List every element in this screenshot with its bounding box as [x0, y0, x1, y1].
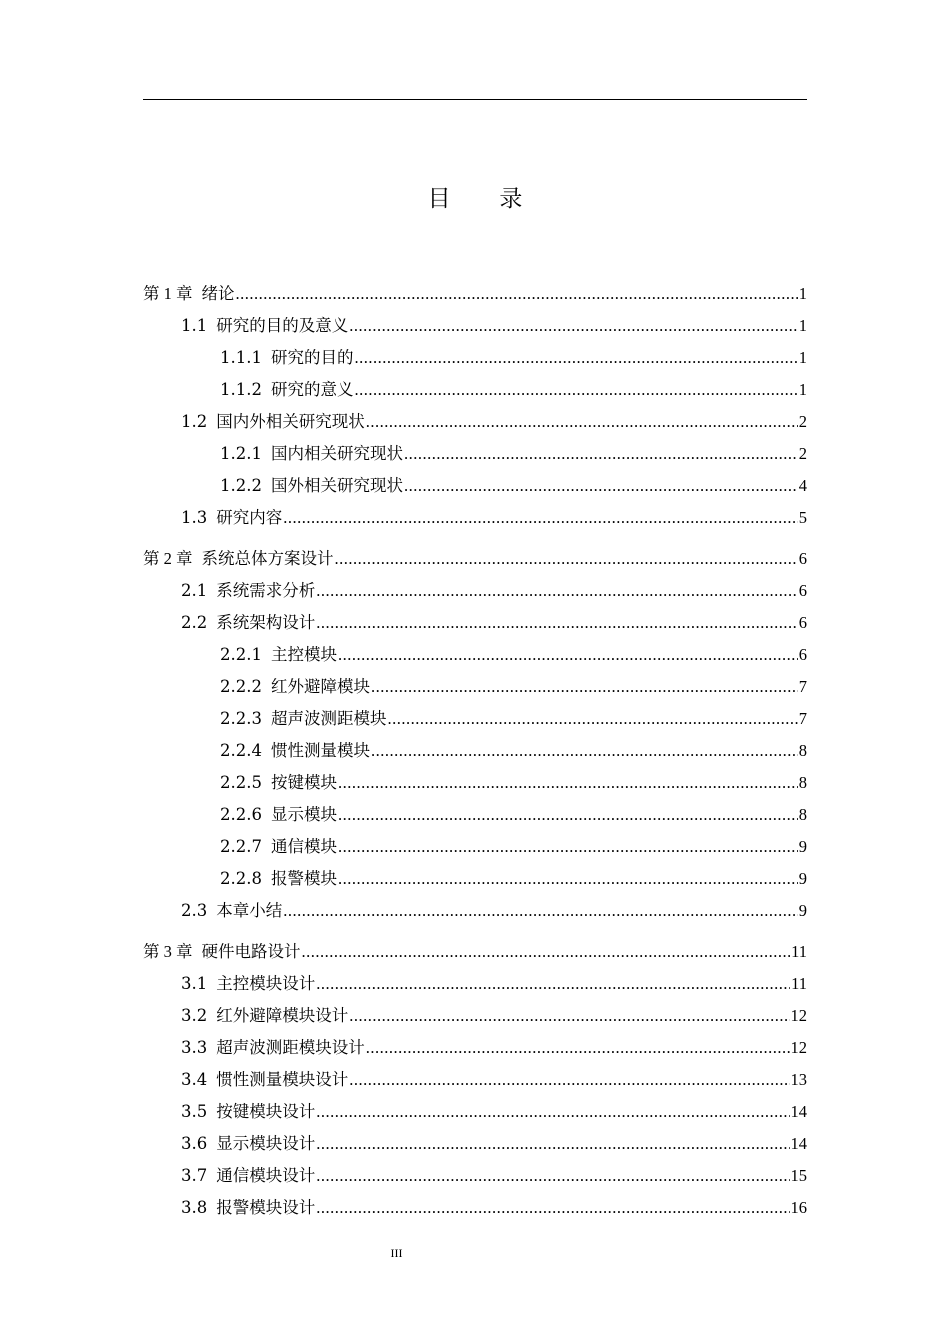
- toc-entry[interactable]: [143, 833, 807, 865]
- toc-entry[interactable]: [143, 1002, 807, 1034]
- toc-entry[interactable]: [143, 897, 807, 929]
- header-rule: [143, 99, 807, 100]
- toc-entry[interactable]: [143, 641, 807, 673]
- toc-entry[interactable]: [143, 376, 807, 408]
- toc-entry[interactable]: [143, 408, 807, 440]
- toc-entry[interactable]: [143, 970, 807, 1002]
- toc-entry-title: 研究的意义: [270, 380, 354, 399]
- toc-entry-number: 3.4: [181, 1070, 208, 1089]
- dot-leader: [338, 769, 798, 797]
- toc-entry-title: 红外避障模块: [270, 677, 370, 696]
- toc-entry-page: 11: [791, 942, 807, 961]
- toc-entry-number: 1.1.1: [220, 348, 262, 367]
- toc-entry-title: 报警模块: [270, 869, 337, 888]
- toc-entry-title: 系统架构设计: [216, 613, 316, 632]
- toc-entry-page: 16: [790, 1198, 807, 1217]
- toc-entry-page: 9: [798, 901, 807, 920]
- toc-entry-number: 2.3: [181, 901, 208, 920]
- toc-entry-number: 1.1: [181, 316, 208, 335]
- toc-entry-page: 11: [791, 974, 807, 993]
- toc-entry-number: 1.2: [181, 412, 208, 431]
- toc-entry-title: 通信模块设计: [216, 1166, 316, 1185]
- toc-entry[interactable]: [143, 938, 807, 970]
- toc-entry-number: 2.2.6: [220, 805, 262, 824]
- dot-leader: [338, 865, 798, 893]
- toc-entry[interactable]: [143, 769, 807, 801]
- toc-entry-title: 国内外相关研究现状: [216, 412, 365, 431]
- dot-leader: [349, 1066, 789, 1094]
- toc-entry[interactable]: [143, 865, 807, 897]
- dot-leader: [354, 376, 797, 404]
- toc-entry[interactable]: [143, 545, 807, 577]
- toc-entry-page: 6: [798, 645, 807, 664]
- toc-entry-title: 硬件电路设计: [201, 942, 301, 961]
- toc-entry-page: 1: [798, 316, 807, 335]
- dot-leader: [316, 970, 790, 998]
- page-number: III: [390, 1246, 403, 1260]
- toc-entry-number: 1.3: [181, 508, 208, 527]
- dot-leader: [283, 897, 798, 925]
- toc-entry-number: 2.2.4: [220, 741, 262, 760]
- toc-entry-page: 8: [798, 805, 807, 824]
- toc-entry[interactable]: [143, 280, 807, 312]
- toc-entry-number: 2.2.5: [220, 773, 262, 792]
- toc-entry-number: 3.7: [181, 1166, 208, 1185]
- toc-entry-page: 1: [798, 284, 807, 303]
- toc-entry-number: 1.2.2: [220, 476, 262, 495]
- toc-entry-page: 12: [790, 1038, 807, 1057]
- dot-leader: [338, 833, 798, 861]
- dot-leader: [316, 1162, 789, 1190]
- dot-leader: [236, 280, 798, 308]
- toc-entry-title: 系统需求分析: [216, 581, 316, 600]
- toc-entry-page: 7: [798, 677, 807, 696]
- toc-entry-title: 报警模块设计: [216, 1198, 316, 1217]
- toc-entry-title: 显示模块设计: [216, 1134, 316, 1153]
- toc-entry[interactable]: [143, 440, 807, 472]
- toc-entry-number: 3.1: [181, 974, 208, 993]
- toc-entry-title: 显示模块: [270, 805, 337, 824]
- toc-entry-title: 按键模块设计: [216, 1102, 316, 1121]
- toc-entry[interactable]: [143, 312, 807, 344]
- toc-entry-number: 2.2.1: [220, 645, 262, 664]
- dot-leader: [404, 440, 798, 468]
- toc-entry-title: 系统总体方案设计: [201, 549, 334, 568]
- toc-entry-title: 超声波测距模块: [270, 709, 387, 728]
- toc-entry-number: 2.2.3: [220, 709, 262, 728]
- toc-entry[interactable]: [143, 609, 807, 641]
- toc-entry-page: 8: [798, 773, 807, 792]
- toc-entry-title: 通信模块: [270, 837, 337, 856]
- dot-leader: [338, 801, 798, 829]
- toc-entry[interactable]: [143, 344, 807, 376]
- toc-entry-title: 本章小结: [216, 901, 283, 920]
- dot-leader: [283, 504, 798, 532]
- toc-entry[interactable]: [143, 1098, 807, 1130]
- dot-leader: [371, 737, 798, 765]
- toc-entry-page: 2: [798, 444, 807, 463]
- dot-leader: [387, 705, 797, 733]
- toc-entry-number: 3.8: [181, 1198, 208, 1217]
- dot-leader: [404, 472, 798, 500]
- toc-entry-number: 3.2: [181, 1006, 208, 1025]
- toc-entry-title: 国内相关研究现状: [270, 444, 403, 463]
- toc-entry[interactable]: [143, 577, 807, 609]
- dot-leader: [366, 408, 798, 436]
- toc-entry-title: 主控模块: [270, 645, 337, 664]
- toc-entry-number: 1.2.1: [220, 444, 262, 463]
- toc-entry-page: 14: [790, 1102, 807, 1121]
- toc-entry-title: 主控模块设计: [216, 974, 316, 993]
- toc-entry-number: 2.2.8: [220, 869, 262, 888]
- toc-entry-page: 13: [790, 1070, 807, 1089]
- table-of-contents: [143, 280, 807, 1226]
- toc-entry[interactable]: [143, 1066, 807, 1098]
- toc-entry-number: 第 1 章: [143, 284, 193, 303]
- dot-leader: [366, 1034, 790, 1062]
- toc-entry-title: 国外相关研究现状: [270, 476, 403, 495]
- toc-entry-number: 3.5: [181, 1102, 208, 1121]
- toc-entry-title: 按键模块: [270, 773, 337, 792]
- toc-entry[interactable]: [143, 737, 807, 769]
- toc-entry-title: 超声波测距模块设计: [216, 1038, 365, 1057]
- dot-leader: [371, 673, 798, 701]
- toc-entry-page: 8: [798, 741, 807, 760]
- toc-entry-page: 9: [798, 837, 807, 856]
- toc-entry-title: 研究内容: [216, 508, 283, 527]
- toc-entry[interactable]: [143, 673, 807, 705]
- dot-leader: [316, 1098, 789, 1126]
- toc-entry-number: 3.6: [181, 1134, 208, 1153]
- toc-entry-number: 2.2.2: [220, 677, 262, 696]
- toc-entry-page: 15: [790, 1166, 807, 1185]
- page-title: 目 录: [427, 186, 544, 212]
- toc-entry-page: 6: [798, 613, 807, 632]
- dot-leader: [316, 1130, 789, 1158]
- toc-entry-number: 1.1.2: [220, 380, 262, 399]
- toc-entry[interactable]: [143, 472, 807, 504]
- toc-entry-title: 惯性测量模块: [270, 741, 370, 760]
- dot-leader: [316, 1194, 789, 1222]
- toc-entry-number: 第 2 章: [143, 549, 193, 568]
- dot-leader: [349, 1002, 789, 1030]
- toc-entry[interactable]: [143, 504, 807, 536]
- dot-leader: [316, 577, 798, 605]
- toc-entry[interactable]: [143, 801, 807, 833]
- toc-entry-title: 惯性测量模块设计: [216, 1070, 349, 1089]
- toc-entry-number: 2.2: [181, 613, 208, 632]
- dot-leader: [338, 641, 798, 669]
- toc-entry-page: 5: [798, 508, 807, 527]
- toc-entry-number: 第 3 章: [143, 942, 193, 961]
- toc-entry-page: 12: [790, 1006, 807, 1025]
- toc-entry[interactable]: [143, 1194, 807, 1226]
- toc-entry-page: 6: [798, 549, 807, 568]
- toc-entry-page: 6: [798, 581, 807, 600]
- toc-entry-number: 3.3: [181, 1038, 208, 1057]
- toc-entry-page: 7: [798, 709, 807, 728]
- toc-entry[interactable]: [143, 1130, 807, 1162]
- toc-entry[interactable]: [143, 1162, 807, 1194]
- toc-entry-number: 2.2.7: [220, 837, 262, 856]
- dot-leader: [302, 938, 791, 966]
- toc-entry-page: 9: [798, 869, 807, 888]
- toc-entry-page: 14: [790, 1134, 807, 1153]
- dot-leader: [335, 545, 798, 573]
- toc-entry-page: 1: [798, 348, 807, 367]
- dot-leader: [316, 609, 798, 637]
- dot-leader: [354, 344, 797, 372]
- toc-entry[interactable]: [143, 705, 807, 737]
- toc-entry-title: 绪论: [201, 284, 235, 303]
- dot-leader: [349, 312, 798, 340]
- toc-entry-page: 2: [798, 412, 807, 431]
- toc-entry-title: 研究的目的及意义: [216, 316, 349, 335]
- toc-entry-number: 2.1: [181, 581, 208, 600]
- toc-entry-page: 4: [798, 476, 807, 495]
- toc-entry-page: 1: [798, 380, 807, 399]
- toc-entry[interactable]: [143, 1034, 807, 1066]
- toc-entry-title: 红外避障模块设计: [216, 1006, 349, 1025]
- toc-entry-title: 研究的目的: [270, 348, 354, 367]
